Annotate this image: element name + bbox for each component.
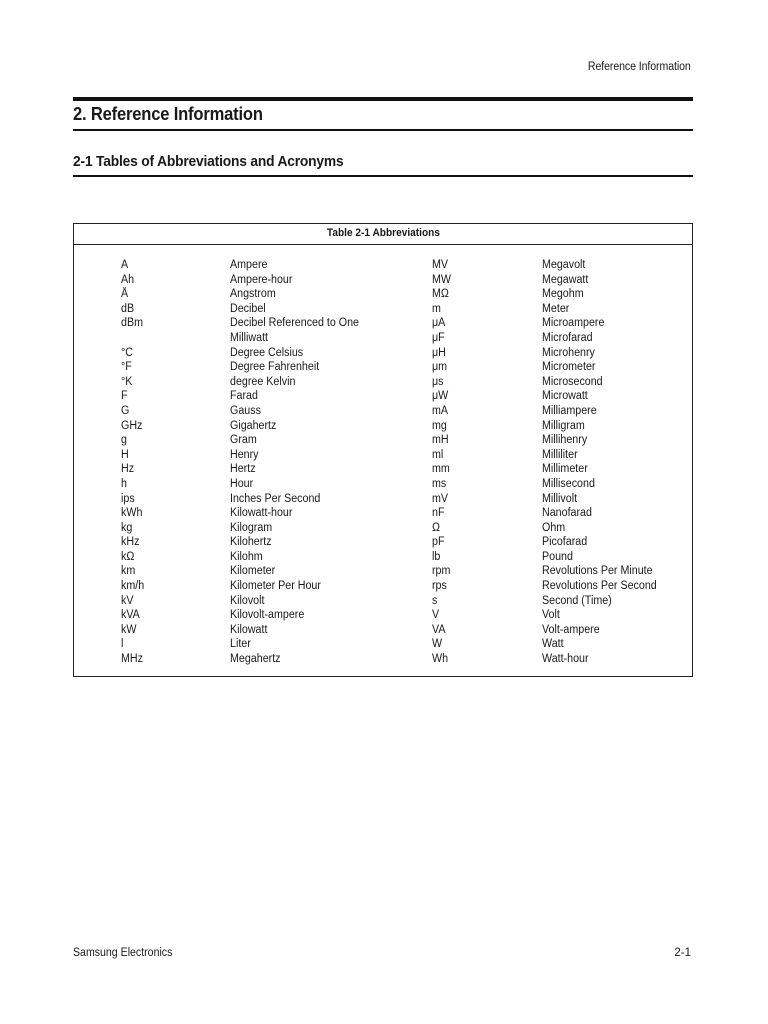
right-meaning-cell: Pound bbox=[542, 550, 573, 563]
left-abbreviation-cell: GHz bbox=[121, 419, 143, 432]
left-meaning-cell: Kilovolt bbox=[230, 594, 265, 607]
right-meaning-cell: Megavolt bbox=[542, 259, 586, 271]
left-meaning-cell: Decibel Referenced to One bbox=[230, 317, 360, 330]
left-abbreviation-cell: Hz bbox=[121, 463, 135, 476]
left-meaning-cell: degree Kelvin bbox=[230, 375, 296, 388]
right-meaning-cell: Milligram bbox=[542, 419, 585, 432]
table-row bbox=[74, 477, 692, 492]
right-abbreviation-cell: Ω bbox=[432, 521, 441, 534]
right-abbreviation-cell: ml bbox=[432, 448, 444, 461]
table-row bbox=[74, 652, 692, 667]
right-meaning-cell: Microsecond bbox=[542, 375, 603, 388]
right-meaning-cell: Millimeter bbox=[542, 463, 588, 476]
table-row bbox=[74, 492, 692, 507]
table-row bbox=[74, 521, 692, 536]
right-abbreviation-cell: mm bbox=[432, 463, 450, 476]
left-meaning-cell: Kilohm bbox=[230, 550, 263, 563]
left-abbreviation-cell: g bbox=[121, 434, 127, 447]
right-abbreviation-cell: μs bbox=[432, 375, 444, 388]
table-row bbox=[74, 637, 692, 652]
right-abbreviation-cell: Wh bbox=[432, 653, 449, 666]
right-abbreviation-cell: VA bbox=[432, 623, 446, 636]
table-row bbox=[74, 608, 692, 623]
right-abbreviation-cell: rps bbox=[432, 580, 447, 593]
left-abbreviation-cell: kV bbox=[121, 594, 134, 607]
right-meaning-cell: Picofarad bbox=[542, 536, 588, 549]
left-abbreviation-cell: MHz bbox=[121, 653, 143, 666]
right-abbreviation-cell: mH bbox=[432, 434, 449, 447]
left-meaning-cell: Degree Celsius bbox=[230, 346, 304, 359]
right-meaning-cell: Watt-hour bbox=[542, 653, 589, 666]
section-rule bbox=[73, 175, 693, 177]
left-abbreviation-cell: °K bbox=[121, 375, 133, 388]
left-abbreviation-cell: kΩ bbox=[121, 550, 135, 563]
left-abbreviation-cell: °C bbox=[121, 346, 134, 359]
right-meaning-cell: Ohm bbox=[542, 521, 566, 534]
table-row bbox=[74, 506, 692, 521]
right-abbreviation-cell: μA bbox=[432, 317, 446, 330]
right-abbreviation-cell: mg bbox=[432, 419, 447, 432]
table-row bbox=[74, 550, 692, 565]
table-row bbox=[74, 389, 692, 404]
right-abbreviation-cell: nF bbox=[432, 507, 445, 520]
left-meaning-cell: Kilogram bbox=[230, 521, 273, 534]
left-meaning-cell: Ampere bbox=[230, 259, 268, 271]
left-meaning-cell: Hour bbox=[230, 477, 254, 490]
table-row bbox=[74, 594, 692, 609]
footer-publisher: Samsung Electronics bbox=[73, 947, 173, 959]
table-row bbox=[74, 579, 692, 594]
left-abbreviation-cell: km/h bbox=[121, 580, 145, 593]
right-abbreviation-cell: rpm bbox=[432, 565, 451, 578]
table-row bbox=[74, 623, 692, 638]
right-abbreviation-cell: m bbox=[432, 302, 441, 315]
table-row bbox=[74, 360, 692, 375]
abbreviations-grid bbox=[74, 258, 692, 667]
left-meaning-cell: Gram bbox=[230, 434, 257, 447]
right-abbreviation-cell: mA bbox=[432, 404, 449, 417]
left-abbreviation-cell: Å bbox=[121, 288, 129, 301]
right-meaning-cell: Volt bbox=[542, 609, 560, 622]
left-meaning-cell: Gigahertz bbox=[230, 419, 277, 432]
table-caption-bar bbox=[74, 224, 692, 245]
chapter-bottom-rule bbox=[73, 129, 693, 131]
footer-page-number: 2-1 bbox=[674, 947, 691, 959]
chapter-title: 2. Reference Information bbox=[73, 104, 263, 124]
left-abbreviation-cell: G bbox=[121, 404, 130, 417]
right-meaning-cell: Microampere bbox=[542, 317, 605, 330]
right-meaning-cell: Nanofarad bbox=[542, 507, 592, 520]
section-title: 2-1 Tables of Abbreviations and Acronyms bbox=[73, 153, 344, 170]
right-meaning-cell: Milliliter bbox=[542, 448, 578, 461]
left-abbreviation-cell: H bbox=[121, 448, 129, 461]
left-meaning-cell: Kilometer Per Hour bbox=[230, 580, 321, 593]
right-meaning-cell: Meter bbox=[542, 302, 570, 315]
left-meaning-cell: Farad bbox=[230, 390, 258, 403]
left-abbreviation-cell: A bbox=[121, 259, 129, 271]
left-abbreviation-cell: ips bbox=[121, 492, 135, 505]
right-meaning-cell: Volt-ampere bbox=[542, 623, 600, 636]
left-abbreviation-cell: F bbox=[121, 390, 128, 403]
right-abbreviation-cell: pF bbox=[432, 536, 445, 549]
running-header: Reference Information bbox=[588, 61, 691, 73]
right-abbreviation-cell: V bbox=[432, 609, 440, 622]
right-abbreviation-cell: s bbox=[432, 594, 438, 607]
left-abbreviation-cell: km bbox=[121, 565, 136, 578]
right-meaning-cell: Megawatt bbox=[542, 273, 589, 286]
left-meaning-cell: Inches Per Second bbox=[230, 492, 321, 505]
table-row bbox=[74, 302, 692, 317]
left-abbreviation-cell: Ah bbox=[121, 273, 135, 286]
left-meaning-cell: Kilohertz bbox=[230, 536, 272, 549]
left-meaning-cell: Liter bbox=[230, 638, 251, 651]
right-abbreviation-cell: μW bbox=[432, 390, 449, 403]
left-meaning-cell: Angstrom bbox=[230, 288, 276, 301]
left-abbreviation-cell: l bbox=[121, 638, 124, 651]
right-meaning-cell: Millisecond bbox=[542, 477, 595, 490]
left-meaning-cell: Kilometer bbox=[230, 565, 276, 578]
table-row bbox=[74, 287, 692, 302]
left-meaning-cell: Milliwatt bbox=[230, 331, 269, 344]
right-meaning-cell: Megohm bbox=[542, 288, 584, 301]
right-meaning-cell: Revolutions Per Second bbox=[542, 580, 657, 593]
right-meaning-cell: Micrometer bbox=[542, 361, 596, 374]
right-meaning-cell: Millivolt bbox=[542, 492, 578, 505]
chapter-top-rule bbox=[73, 97, 693, 101]
right-meaning-cell: Watt bbox=[542, 638, 564, 651]
right-abbreviation-cell: μH bbox=[432, 346, 446, 359]
left-meaning-cell: Henry bbox=[230, 448, 259, 461]
right-meaning-cell: Milliampere bbox=[542, 404, 597, 417]
table-row bbox=[74, 404, 692, 419]
table-row bbox=[74, 462, 692, 477]
table-caption: Table 2-1 Abbreviations bbox=[326, 227, 440, 239]
left-meaning-cell: Decibel bbox=[230, 302, 266, 315]
right-meaning-cell: Microhenry bbox=[542, 346, 595, 359]
right-meaning-cell: Microfarad bbox=[542, 331, 593, 344]
left-meaning-cell: Ampere-hour bbox=[230, 273, 293, 286]
table-row bbox=[74, 535, 692, 550]
left-meaning-cell: Kilowatt bbox=[230, 623, 268, 636]
right-meaning-cell: Second (Time) bbox=[542, 594, 612, 607]
left-abbreviation-cell: °F bbox=[121, 361, 132, 374]
table-row bbox=[74, 258, 692, 273]
right-abbreviation-cell: mV bbox=[432, 492, 449, 505]
right-abbreviation-cell: W bbox=[432, 638, 443, 651]
left-meaning-cell: Degree Fahrenheit bbox=[230, 361, 320, 374]
right-abbreviation-cell: μF bbox=[432, 331, 445, 344]
right-abbreviation-cell: MV bbox=[432, 259, 449, 271]
table-row bbox=[74, 564, 692, 579]
table-row bbox=[74, 316, 692, 331]
left-abbreviation-cell: kW bbox=[121, 623, 137, 636]
right-abbreviation-cell: ms bbox=[432, 477, 447, 490]
table-row bbox=[74, 375, 692, 390]
abbreviations-table bbox=[73, 223, 693, 677]
left-abbreviation-cell: dBm bbox=[121, 317, 144, 330]
left-meaning-cell: Hertz bbox=[230, 463, 256, 476]
left-abbreviation-cell: kg bbox=[121, 521, 133, 534]
right-meaning-cell: Revolutions Per Minute bbox=[542, 565, 653, 578]
left-abbreviation-cell: h bbox=[121, 477, 127, 490]
right-meaning-cell: Millihenry bbox=[542, 434, 588, 447]
left-abbreviation-cell: dB bbox=[121, 302, 135, 315]
right-abbreviation-cell: μm bbox=[432, 361, 448, 374]
left-abbreviation-cell: kWh bbox=[121, 507, 143, 520]
left-meaning-cell: Kilowatt-hour bbox=[230, 507, 293, 520]
right-abbreviation-cell: MΩ bbox=[432, 288, 449, 301]
left-meaning-cell: Megahertz bbox=[230, 653, 281, 666]
table-row bbox=[74, 273, 692, 288]
table-row bbox=[74, 433, 692, 448]
table-row bbox=[74, 331, 692, 346]
left-abbreviation-cell: kVA bbox=[121, 609, 140, 622]
table-row bbox=[74, 346, 692, 361]
table-row bbox=[74, 419, 692, 434]
left-meaning-cell: Gauss bbox=[230, 404, 261, 417]
left-meaning-cell: Kilovolt-ampere bbox=[230, 609, 305, 622]
right-meaning-cell: Microwatt bbox=[542, 390, 588, 403]
right-abbreviation-cell: lb bbox=[432, 550, 441, 563]
right-abbreviation-cell: MW bbox=[432, 273, 452, 286]
table-row bbox=[74, 448, 692, 463]
left-abbreviation-cell: kHz bbox=[121, 536, 140, 549]
